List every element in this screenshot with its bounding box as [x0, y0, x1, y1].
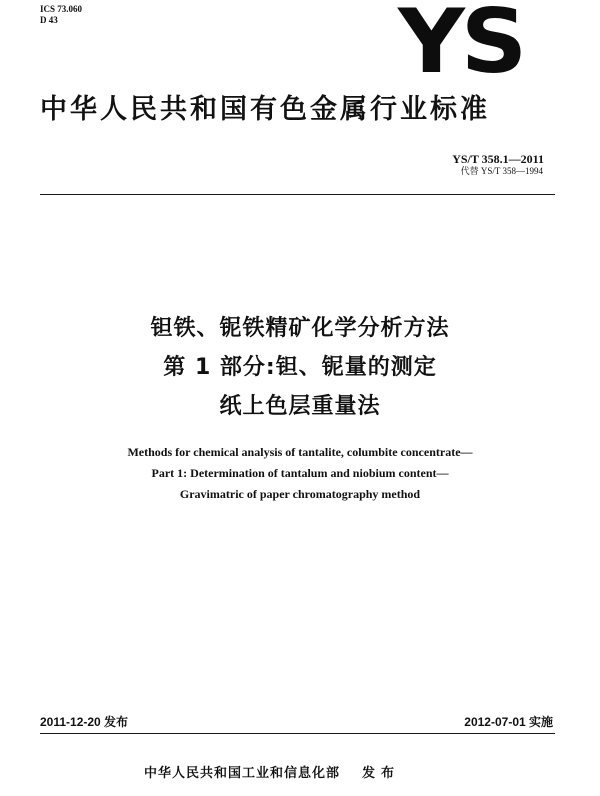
- chinese-title-line-3: 纸上色层重量法: [219, 394, 381, 419]
- english-title-line-1: Methods for chemical analysis of tantalite, columbite concentrate—: [127, 445, 473, 459]
- replaces-standard: 代替 YS/T 358—1994: [460, 166, 543, 176]
- ics-code: ICS 73.060: [40, 4, 83, 14]
- issuer-name: 中华人民共和国工业和信息化部: [144, 766, 341, 781]
- standard-category-title: 中华人民共和国有色金属行业标准: [40, 94, 490, 125]
- chinese-title-line-1: 钽铁、铌铁精矿化学分析方法: [150, 316, 450, 341]
- publish-label: 发布: [362, 766, 401, 781]
- english-title-line-2: Part 1: Determination of tantalum and niobium content—: [151, 466, 449, 480]
- issue-date: 2011-12-20 发布: [40, 715, 129, 729]
- header-divider: [40, 194, 555, 195]
- chinese-title-line-2: 第 1 部分:钽、铌量的测定: [163, 355, 437, 380]
- ccs-code: D 43: [40, 15, 58, 25]
- english-title-line-3: Gravimatric of paper chromatography method: [179, 487, 421, 501]
- classification-codes: [40, 4, 82, 26]
- implementation-date: 2012-07-01 实施: [464, 715, 553, 729]
- standard-number: YS/T 358.1—2011: [452, 152, 544, 166]
- issuing-authority: [144, 765, 400, 783]
- footer-divider: [40, 733, 555, 734]
- ys-logo: YS: [398, 0, 524, 93]
